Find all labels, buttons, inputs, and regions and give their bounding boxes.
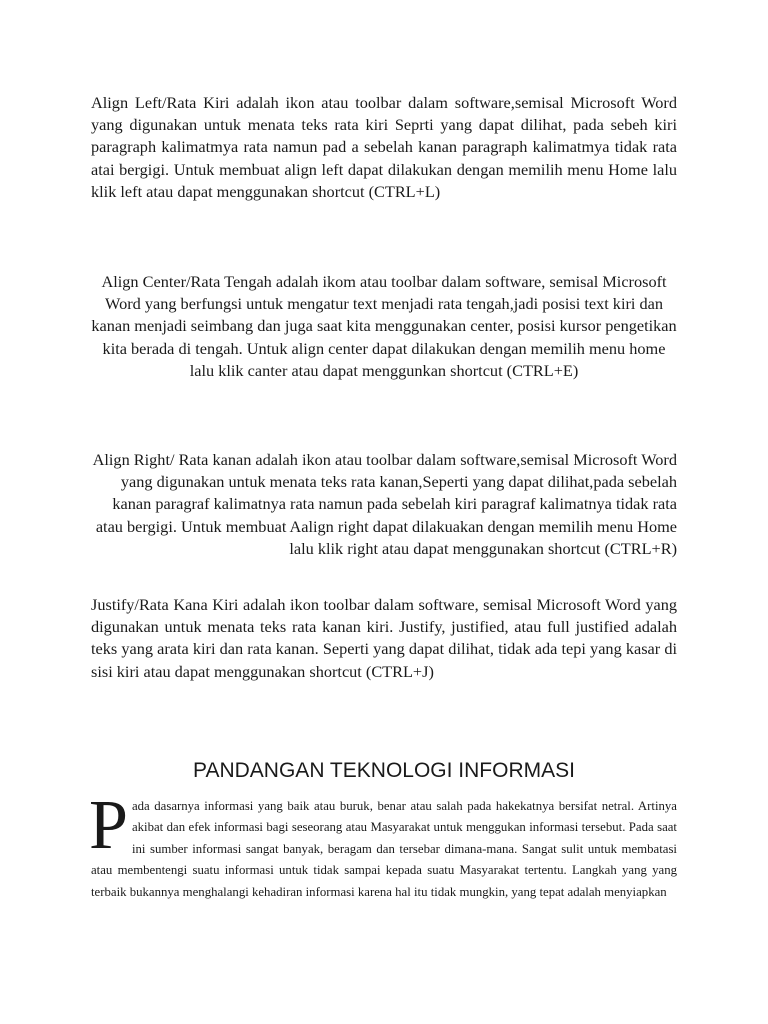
paragraph-align-left: Align Left/Rata Kiri adalah ikon atau toolbar dalam software,semisal Microsoft Word yang digunakan untuk menata teks rata kiri Seprti yang dapat dilihat, pada sebeh kiri paragraph kalimatmya rata namun pad a sebelah kanan paragraph kalimatmya tidak rata atai bergigi. Untuk membuat align left dapat dilakukan dengan memilih menu Home lalu klik left atau dapat menggunakan shortcut (CTRL+L) [91, 93, 677, 201]
section-body-text: ada dasarnya informasi yang baik atau buruk, benar atau salah pada hakekatnya bersifat netral. Artinya akibat dan efek informasi bagi seseorang atau Masyarakat untuk menggukan informasi tersebut. Pada saat ini sumber informasi sangat banyak, beragam dan tersebar dimana-mana. Sangat sulit untuk membatasi atau membentengi suatu informasi untuk tidak sampai kepada suatu Masyarakat tertentu. Langkah yang yang terbaik bukannya menghalangi kehadiran informasi karena hal itu tidak mungkin, yang tepat adalah menyiapkan [91, 799, 677, 899]
paragraph-align-right: Align Right/ Rata kanan adalah ikon atau toolbar dalam software,semisal Microsoft Word yang digunakan untuk menata teks rata kanan,Seperti yang dapat dilihat,pada sebelah kanan paragraf kalimatnya rata namun pada sebelah kiri paragraf kalimatnya tidak rata atau bergigi. Untuk membuat Aalign right dapat dilakuakan dengan memilih menu Home lalu klik right atau dapat menggunakan shortcut (CTRL+R) [92, 450, 677, 558]
section-heading: PANDANGAN TEKNOLOGI INFORMASI [193, 759, 575, 782]
paragraph-align-center: Align Center/Rata Tengah adalah ikom atau toolbar dalam software, semisal Microsoft Word yang berfungsi untuk mengatur text menjadi rata tengah,jadi posisi text kiri dan kanan menjadi seimbang dan juga saat kita menggunakan center, posisi kursor pengetikan kita berada di tengah. Untuk align center dapat dilakukan dengan memilih menu home lalu klik canter atau dapat menggunkan shortcut (CTRL+E) [91, 272, 677, 380]
section-body-paragraph [89, 787, 677, 903]
drop-cap-letter: P [89, 787, 128, 864]
paragraph-justify: Justify/Rata Kana Kiri adalah ikon toolbar dalam software, semisal Microsoft Word yang digunakan untuk menata teks rata kanan kiri. Justify, justified, atau full justified adalah teks yang arata kiri dan rata kanan. Seperti yang dapat dilihat, tidak ada tepi yang kasar di sisi kiri atau dapat menggunakan shortcut (CTRL+J) [91, 595, 677, 681]
